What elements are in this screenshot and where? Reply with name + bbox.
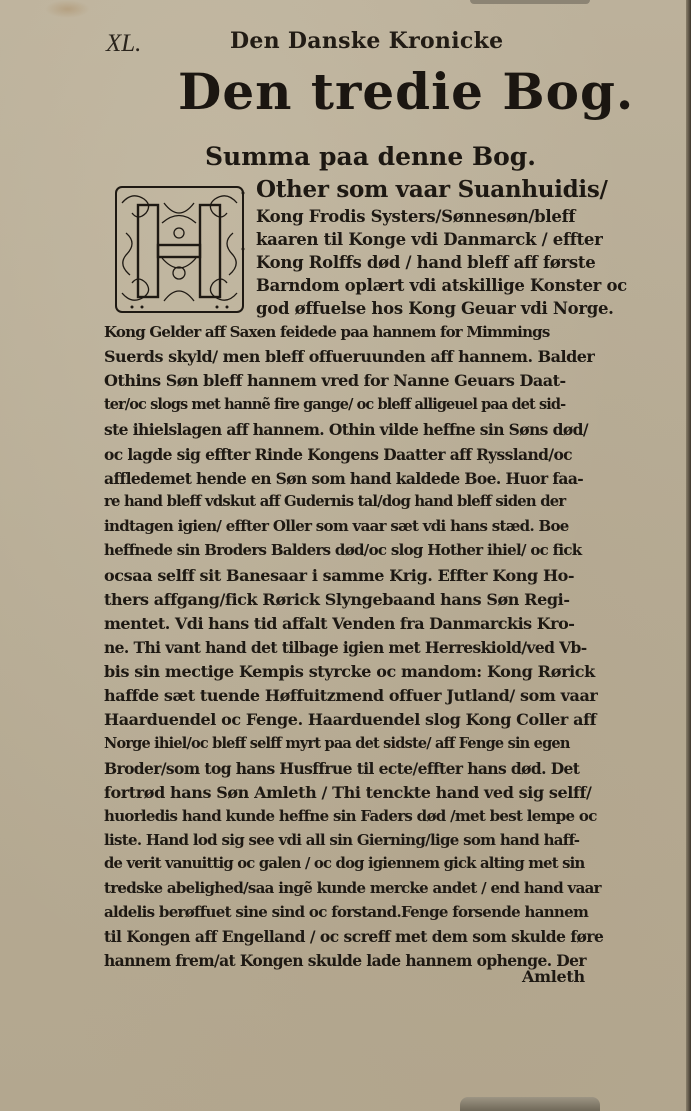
text-line: kaaren til Konge vdi Danmarck / effter <box>256 230 603 249</box>
text-line: liste. Hand lod sig see vdi all sin Gierning/lige som hand haff- <box>104 831 580 849</box>
text-line: ocsaa selff sit Banesaar i samme Krig. Effter Kong Ho- <box>104 566 575 585</box>
text-line: bis sin mectige Kempis styrcke oc mandom: Kong Rørick <box>104 662 595 681</box>
text-line: affledemet hende en Søn som hand kaldede Boe. Huor faa- <box>104 469 584 488</box>
text-line: Barndom oplært vdi atskillige Konster oc <box>256 276 627 295</box>
text-line: heffnede sin Broders Balders død/oc slog Hother ihiel/ oc fick <box>104 541 582 559</box>
decorated-initial-h-icon <box>112 183 247 316</box>
text-line: ter/oc slogs met hannẽ fire gange/ oc bleff alligeuel paa det sid- <box>104 396 566 413</box>
page-edge <box>686 0 691 1111</box>
text-line: fortrød hans Søn Amleth / Thi tenckte hand ved sig selff/ <box>104 783 592 802</box>
text-line: Norge ihiel/oc bleff selff myrt paa det sidste/ aff Fenge sin egen <box>104 735 570 752</box>
text-line: oc lagde sig effter Rinde Kongens Daatter aff Ryssland/oc <box>104 445 573 464</box>
text-line: mentet. Vdi hans tid affalt Venden fra Danmarckis Kro- <box>104 614 575 633</box>
running-head: Den Danske Kronicke <box>230 28 504 54</box>
text-line: til Kongen aff Engelland / oc screff met dem som skulde føre <box>104 927 604 946</box>
text-line: Haarduendel oc Fenge. Haarduendel slog Kong Coller aff <box>104 710 597 729</box>
text-line: Suerds skyld/ men bleff offueruunden aff hannem. Balder <box>104 347 595 366</box>
text-line: haffde sæt tuende Høffuitzmend offuer Jutland/ som vaar <box>104 686 598 705</box>
text-line: god øffuelse hos Kong Geuar vdi Norge. <box>256 299 614 318</box>
page-tab-top <box>470 0 590 4</box>
book-title: Den tredie Bog. <box>178 62 635 121</box>
text-line: de verit vanuittig oc galen / oc dog igiennem gick alting met sin <box>104 855 585 872</box>
text-line: ste ihielslagen aff hannem. Othin vilde heffne sin Søns død/ <box>104 420 588 439</box>
text-line: aldelis berøffuet sine sind oc forstand.Fenge forsende hannem <box>104 903 589 921</box>
text-line: re hand bleff vdskut aff Gudernis tal/dog hand bleff siden der <box>104 493 566 510</box>
text-line: Kong Gelder aff Saxen feidede paa hannem for Mimmings <box>104 323 550 341</box>
text-line: Broder/som tog hans Husffrue til ecte/effter hans død. Det <box>104 759 580 778</box>
paper-stain <box>45 0 90 18</box>
catchword: Amleth <box>522 967 585 986</box>
text-line: Other som vaar Suanhuidis/ <box>256 176 608 203</box>
text-line: huorledis hand kunde heffne sin Faders død /met best lempe oc <box>104 807 597 825</box>
text-line: Kong Frodis Systers/Sønnesøn/bleff <box>256 207 576 226</box>
text-line: indtagen igien/ effter Oller som vaar sæt vdi hans stæd. Boe <box>104 517 569 535</box>
text-line: ne. Thi vant hand det tilbage igien met Herreskiold/ved Vb- <box>104 638 587 657</box>
folio-number: XL. <box>106 30 142 57</box>
summary-title: Summa paa denne Bog. <box>205 142 536 171</box>
page-tab-bottom <box>460 1097 600 1111</box>
text-line: tredske abelighed/saa ingẽ kunde mercke andet / end hand vaar <box>104 879 601 897</box>
text-line: thers affgang/fick Rørick Slyngebaand hans Søn Regi- <box>104 590 570 609</box>
text-line: Othins Søn bleff hannem vred for Nanne Geuars Daat- <box>104 371 566 390</box>
text-line: hannem frem/at Kongen skulde lade hannem ophenge. Der <box>104 951 586 970</box>
text-line: Kong Rolffs død / hand bleff aff første <box>256 253 596 272</box>
